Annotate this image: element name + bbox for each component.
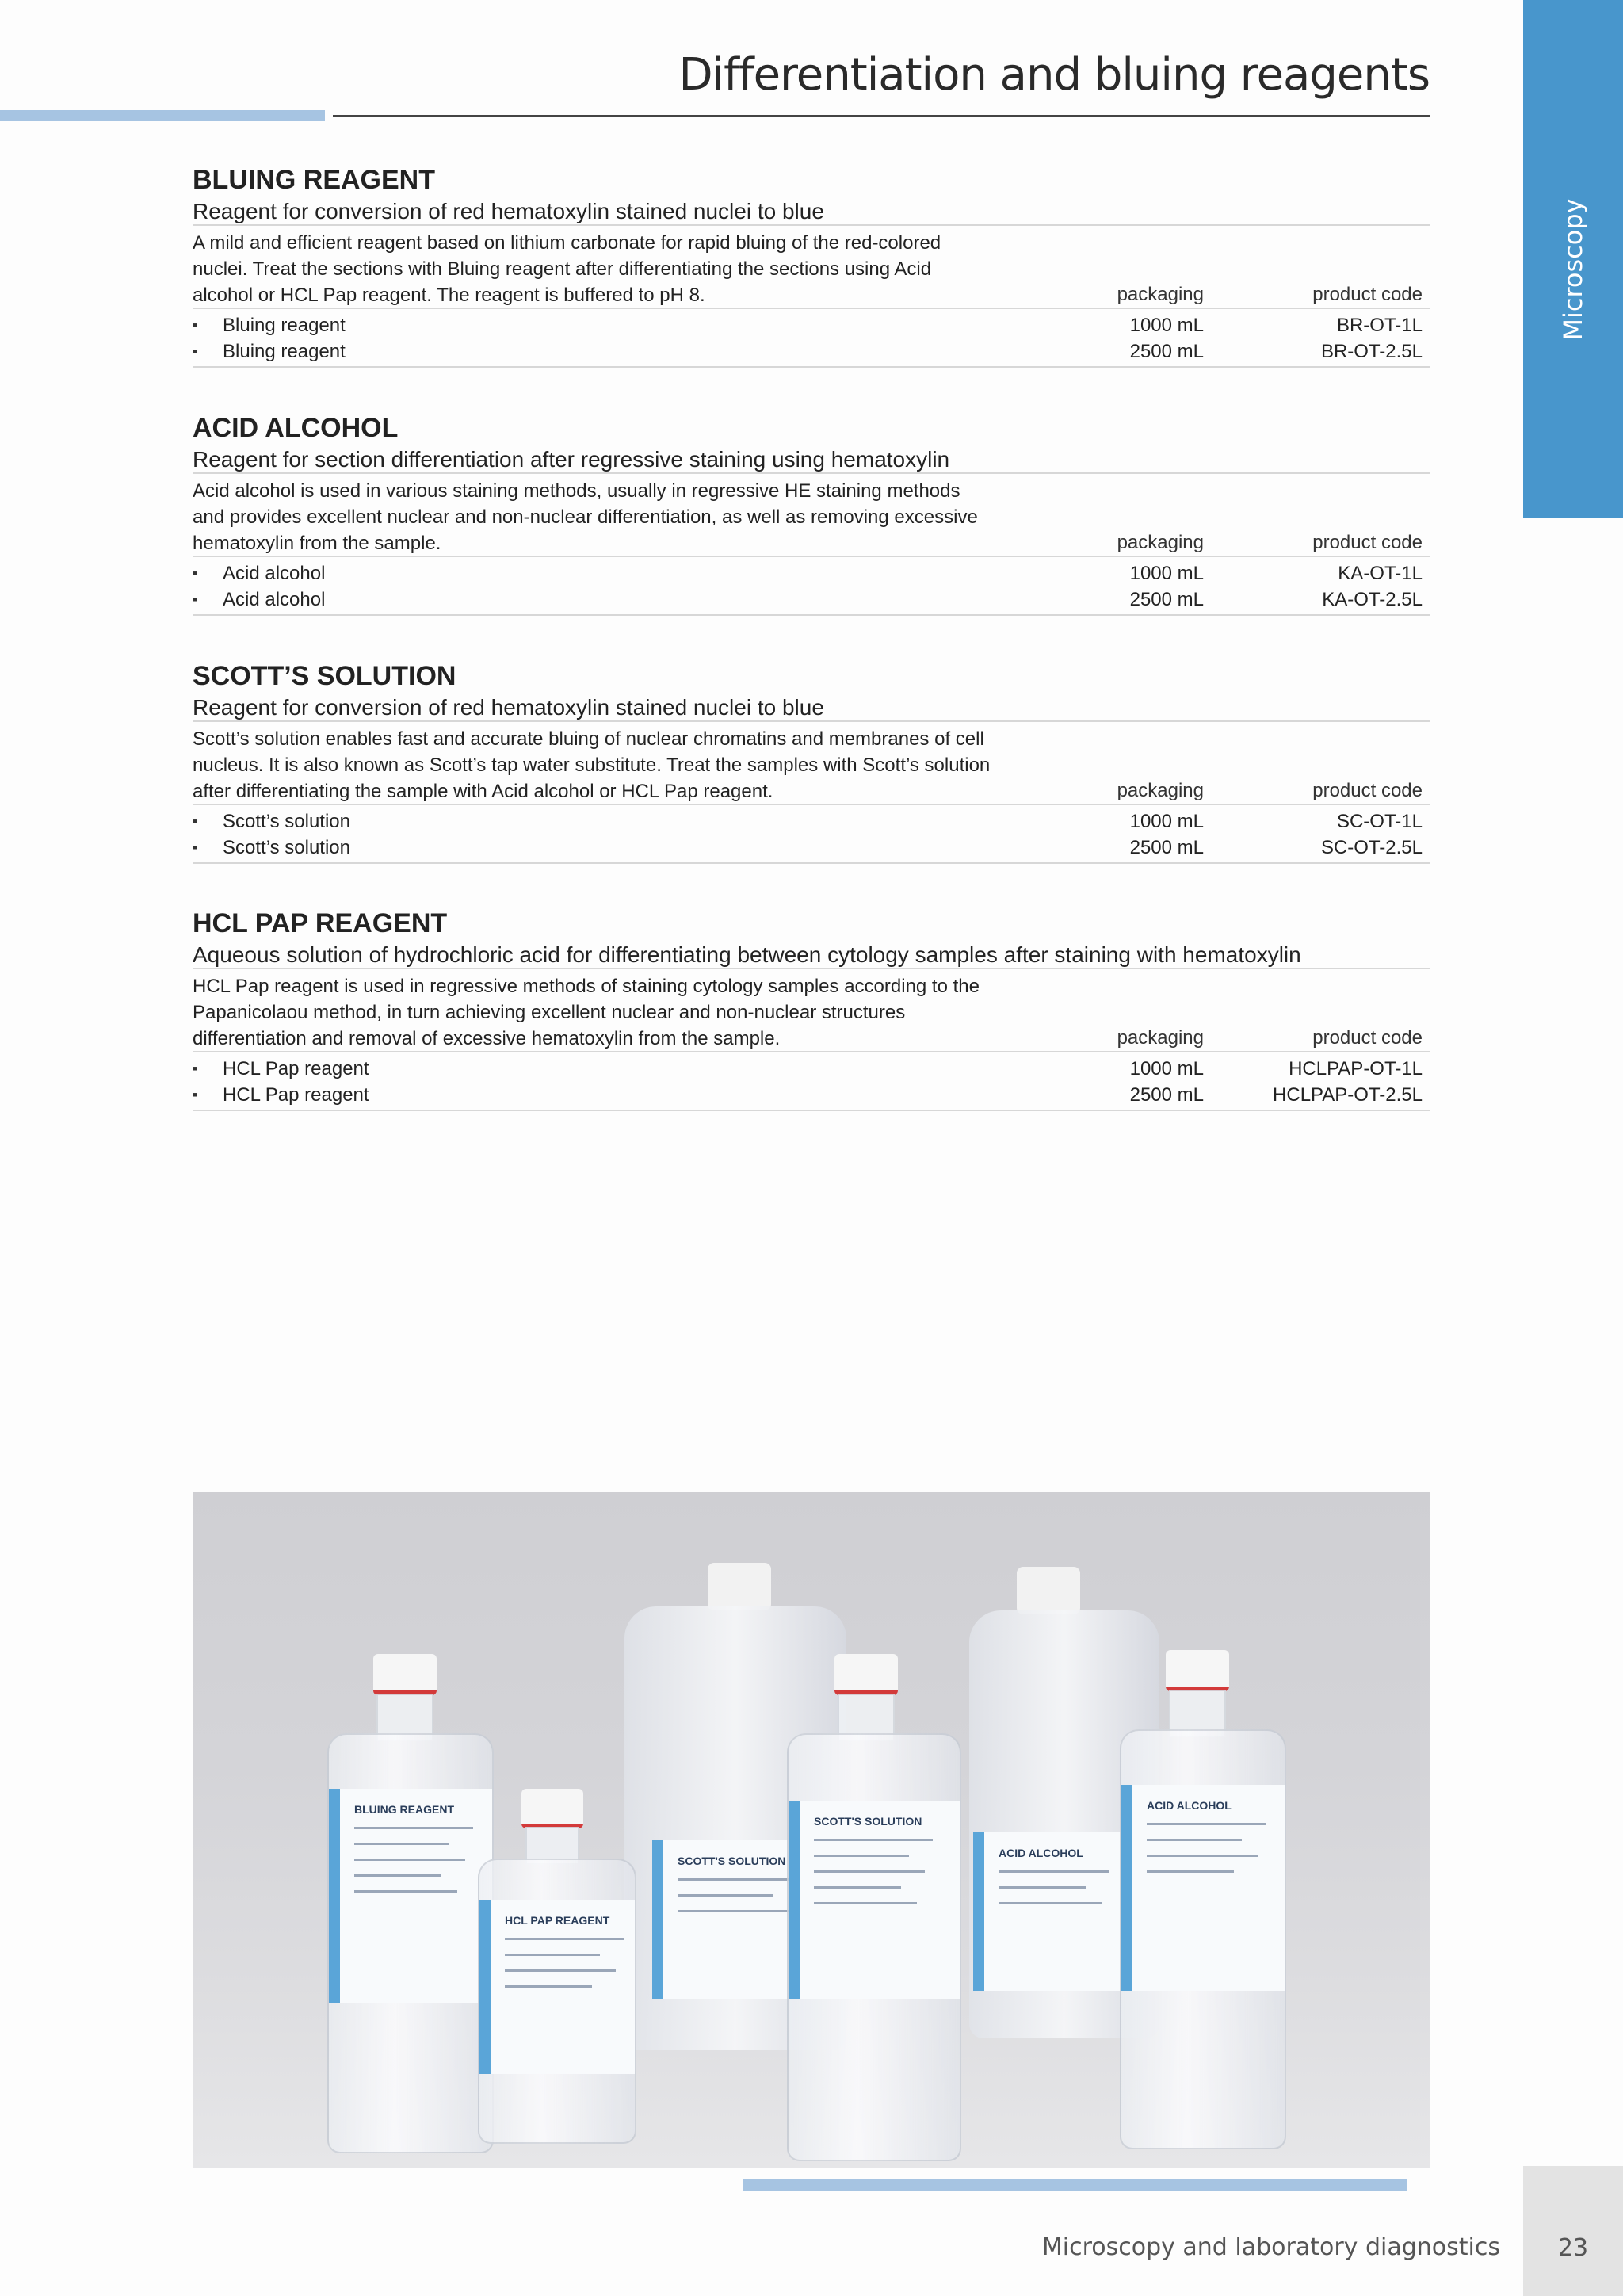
jug-label-acid-alcohol	[973, 1832, 1124, 1991]
section-title: SCOTT’S SOLUTION	[193, 661, 456, 691]
section-description: A mild and efficient reagent based on lithium carbonate for rapid bluing of the red-colored nuclei. Treat the sections with Bluing reagent after differentiating the sections using Acid alcohol or HCL Pap reagent. The reagent is buffered to pH 8.	[193, 232, 941, 306]
product-code-header: product code	[1312, 284, 1423, 305]
section-description: HCL Pap reagent is used in regressive methods of staining cytology samples according to the Papanicolaou method, in turn achieving excellent nuclear and non-nuclear structures differentiation and removal of excessive hematoxylin from the sample.	[193, 976, 980, 1049]
section-subtitle: Reagent for section differentiation after regressive staining using hematoxylin	[193, 445, 1430, 474]
bullet-icon: ▪	[193, 1060, 198, 1076]
bottle-label-title: BLUING REAGENT	[354, 1803, 454, 1816]
product-packaging: 2500 mL	[1129, 589, 1204, 610]
product-code-header: product code	[1312, 532, 1423, 553]
page-number-box	[1523, 2166, 1623, 2296]
section-title: ACID ALCOHOL	[193, 413, 399, 443]
description-row	[193, 969, 1430, 1052]
product-row	[193, 835, 1430, 861]
product-code: KA-OT-2.5L	[1322, 589, 1423, 610]
section-acid-alcohol	[193, 411, 1430, 616]
product-row	[193, 312, 1430, 338]
product-packaging: 2500 mL	[1129, 341, 1204, 362]
bottle-label-title: SCOTT'S SOLUTION	[814, 1815, 922, 1828]
description-row	[193, 226, 1430, 309]
product-packaging: 1000 mL	[1129, 563, 1204, 584]
footer-accent-bar	[743, 2179, 1407, 2191]
section-bluing-reagent	[193, 162, 1430, 368]
product-packaging: 1000 mL	[1129, 811, 1204, 832]
product-name: HCL Pap reagent	[223, 1084, 369, 1106]
description-row	[193, 474, 1430, 557]
product-code: HCLPAP-OT-1L	[1289, 1058, 1423, 1079]
packaging-header: packaging	[1117, 532, 1204, 553]
product-packaging: 2500 mL	[1129, 1084, 1204, 1106]
section-scotts-solution	[193, 659, 1430, 864]
product-row	[193, 808, 1430, 835]
bullet-icon: ▪	[193, 591, 198, 607]
section-title: HCL PAP REAGENT	[193, 908, 448, 938]
product-list	[193, 805, 1430, 864]
footer-text: Microscopy and laboratory diagnostics	[1041, 2233, 1500, 2261]
side-tab-label: Microscopy	[1558, 198, 1588, 341]
packaging-header: packaging	[1117, 1027, 1204, 1049]
product-packaging: 1000 mL	[1129, 315, 1204, 336]
header-accent-bar	[0, 110, 325, 121]
product-code: HCLPAP-OT-2.5L	[1273, 1084, 1423, 1106]
packaging-header: packaging	[1117, 284, 1204, 305]
product-row	[193, 1082, 1430, 1108]
header-rule	[333, 115, 1430, 117]
bottle-label-title: ACID ALCOHOL	[1147, 1799, 1232, 1812]
product-name: HCL Pap reagent	[223, 1058, 369, 1079]
product-code: KA-OT-1L	[1338, 563, 1423, 584]
product-code: BR-OT-2.5L	[1320, 341, 1423, 362]
bullet-icon: ▪	[193, 343, 198, 359]
bullet-icon: ▪	[193, 565, 198, 581]
product-row	[193, 560, 1430, 586]
side-tab-microscopy[interactable]	[1523, 0, 1623, 518]
page-number: 23	[1557, 2234, 1589, 2262]
product-code-header: product code	[1312, 1027, 1423, 1049]
product-list	[193, 309, 1430, 368]
bullet-icon: ▪	[193, 813, 198, 829]
section-title: BLUING REAGENT	[193, 165, 435, 195]
bottle-label-title: SCOTT'S SOLUTION	[678, 1855, 786, 1867]
section-description: Acid alcohol is used in various staining methods, usually in regressive HE staining methods and provides excellent nuclear and non-nuclear differentiation, as well as removing excessive hematoxylin from the sample.	[193, 480, 978, 554]
product-code: BR-OT-1L	[1336, 315, 1423, 336]
section-subtitle: Reagent for conversion of red hematoxylin stained nuclei to blue	[193, 197, 1430, 226]
bottle-label-title: HCL PAP REAGENT	[505, 1914, 610, 1927]
packaging-header: packaging	[1117, 780, 1204, 801]
product-photo	[193, 1492, 1430, 2168]
bottle-label-title: ACID ALCOHOL	[999, 1847, 1083, 1859]
product-name: Scott’s solution	[223, 837, 350, 858]
product-list	[193, 557, 1430, 616]
section-subtitle: Reagent for conversion of red hematoxylin stained nuclei to blue	[193, 693, 1430, 722]
bullet-icon: ▪	[193, 317, 198, 333]
product-code: SC-OT-1L	[1336, 811, 1423, 832]
product-name: Acid alcohol	[223, 589, 326, 610]
product-name: Bluing reagent	[223, 315, 346, 336]
product-name: Scott’s solution	[223, 811, 350, 832]
section-hcl-pap-reagent	[193, 906, 1430, 1111]
product-code-header: product code	[1312, 780, 1423, 801]
product-packaging: 2500 mL	[1129, 837, 1204, 858]
page-title: Differentiation and bluing reagents	[678, 49, 1430, 101]
bullet-icon: ▪	[193, 839, 198, 855]
product-list	[193, 1052, 1430, 1111]
product-name: Acid alcohol	[223, 563, 326, 584]
product-row	[193, 586, 1430, 613]
product-row	[193, 338, 1430, 365]
product-name: Bluing reagent	[223, 341, 346, 362]
bullet-icon: ▪	[193, 1087, 198, 1102]
section-subtitle: Aqueous solution of hydrochloric acid for differentiating between cytology samples after staining with hematoxylin	[193, 941, 1430, 969]
product-code: SC-OT-2.5L	[1320, 837, 1423, 858]
product-packaging: 1000 mL	[1129, 1058, 1204, 1079]
description-row	[193, 722, 1430, 805]
section-description: Scott’s solution enables fast and accurate bluing of nuclear chromatins and membranes of cell nucleus. It is also known as Scott’s tap water substitute. Treat the samples with Scott’s solution after differentiating the sample with Acid alcohol or HCL Pap reagent.	[193, 728, 991, 802]
product-row	[193, 1056, 1430, 1082]
